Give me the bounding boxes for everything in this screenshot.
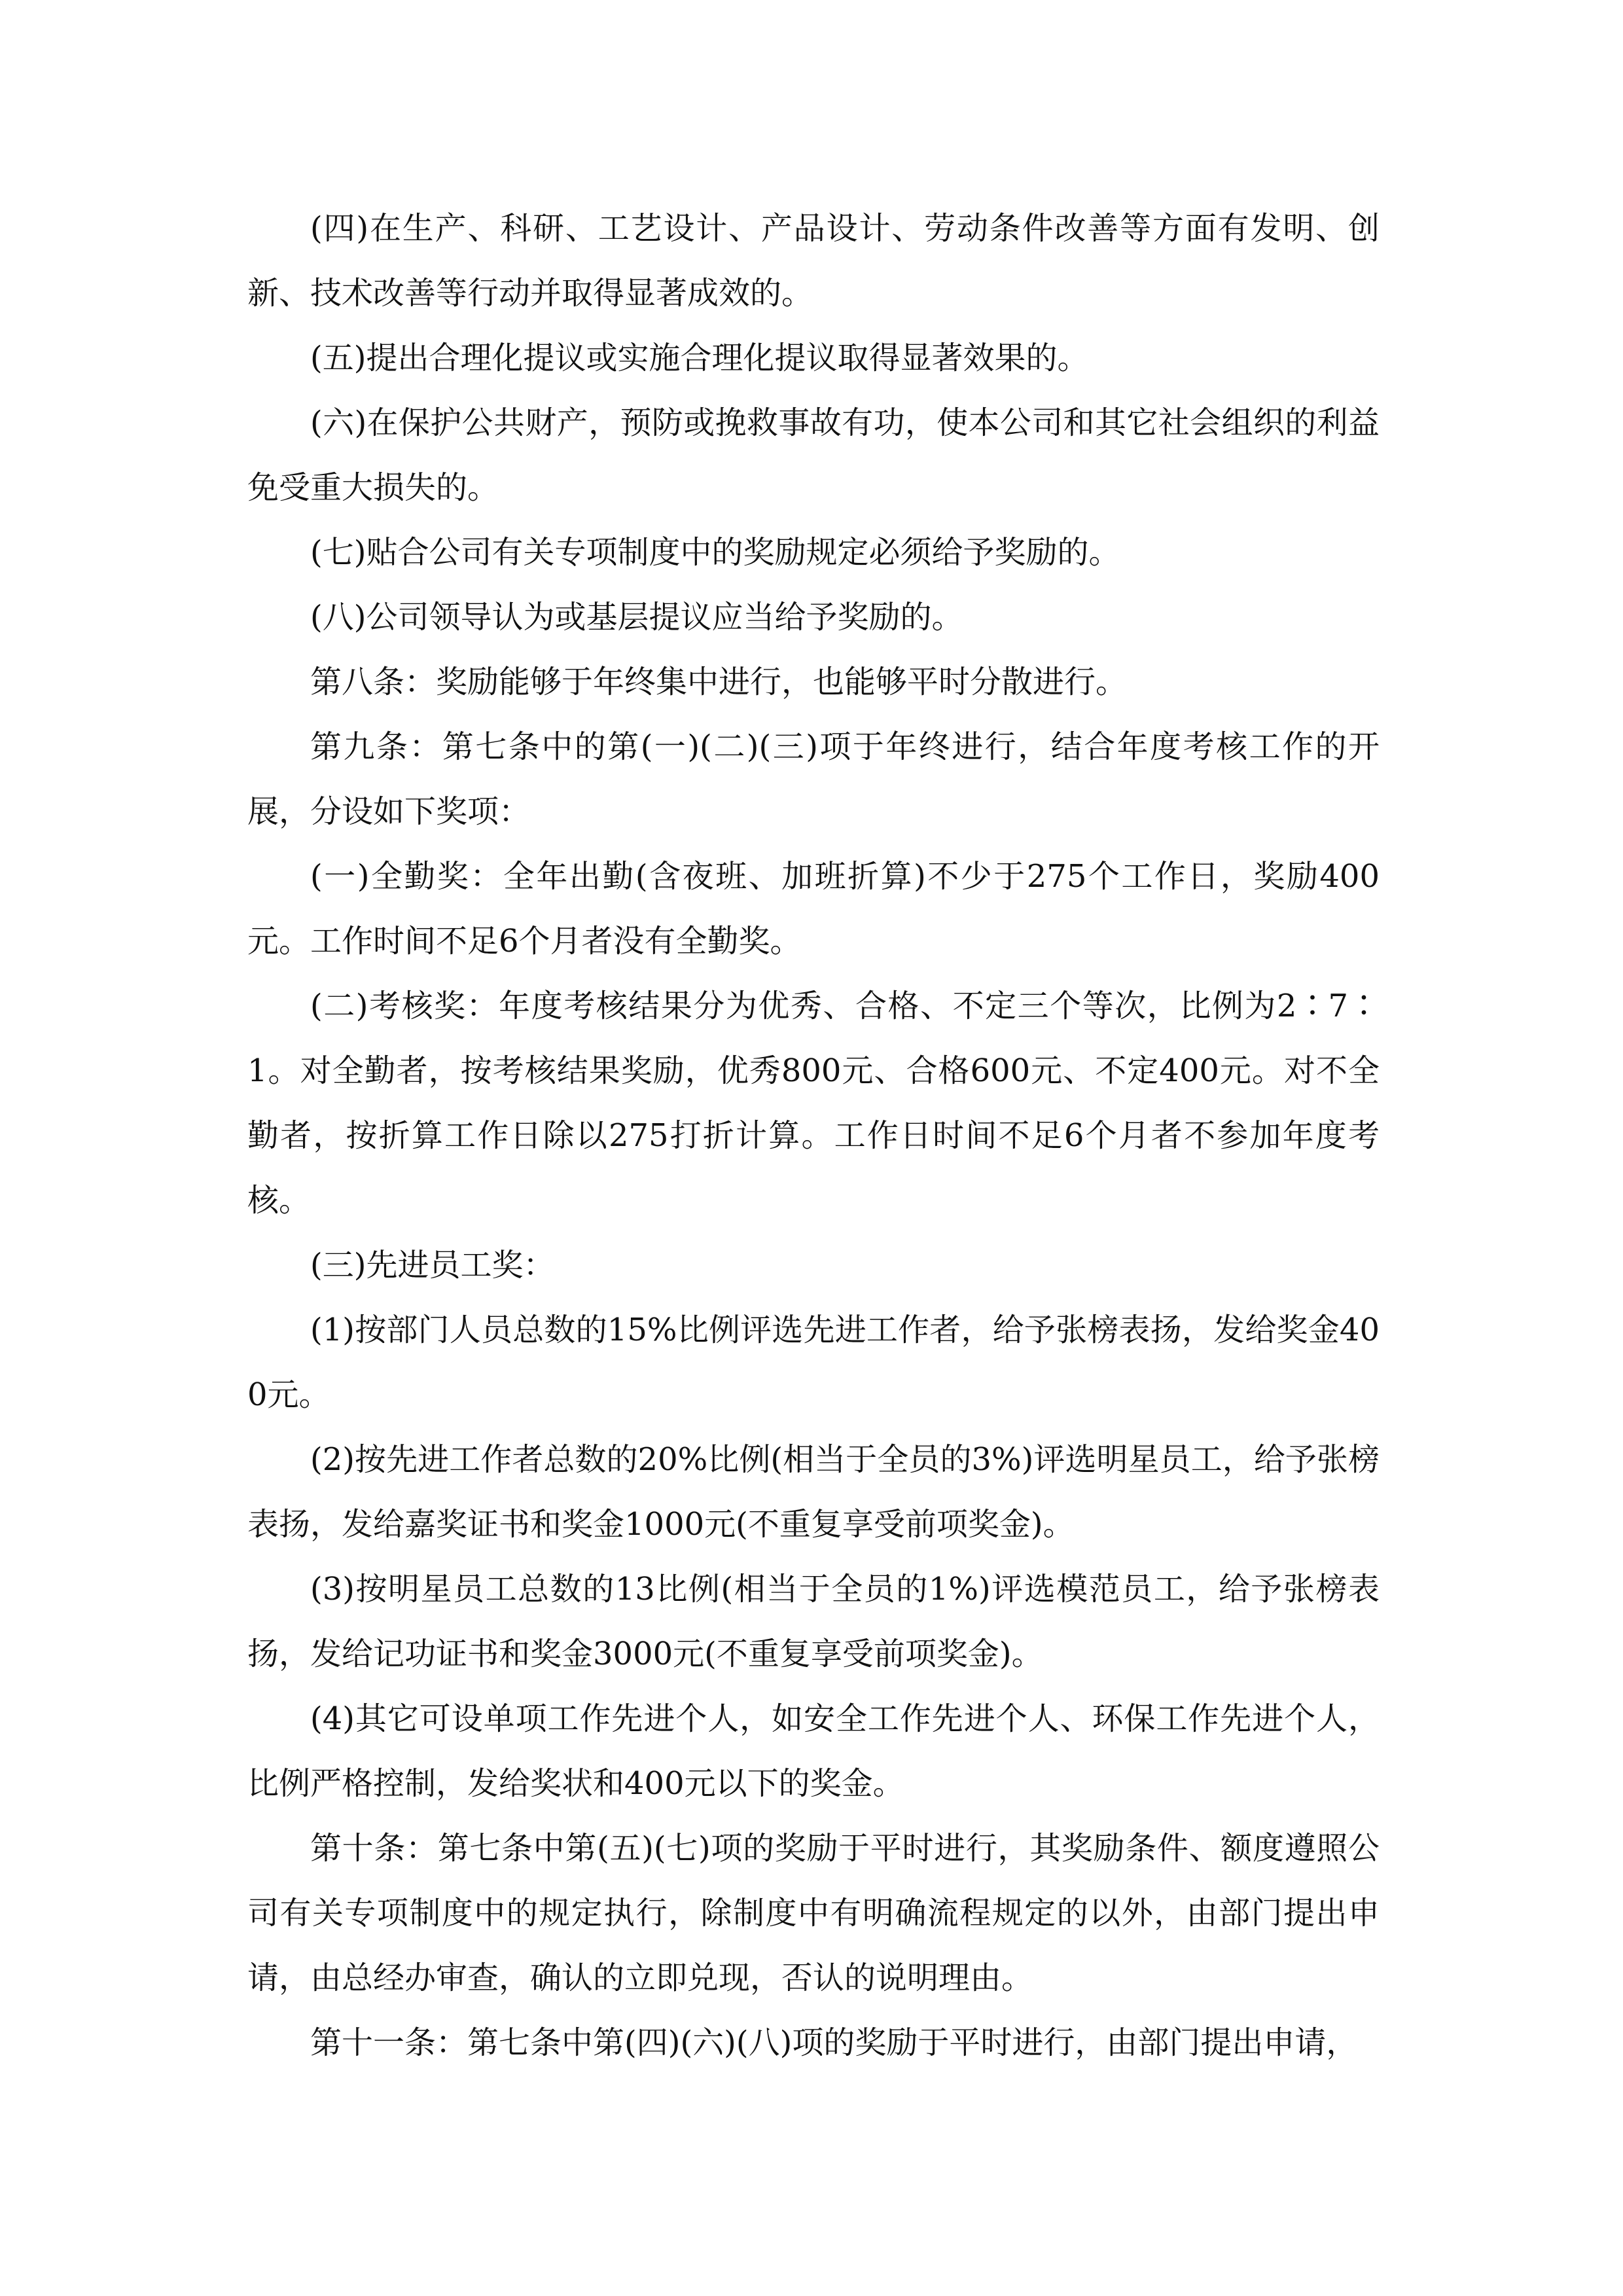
advanced-employee-award-heading: (三)先进员工奖： (310, 1247, 555, 1283)
attendance-award: (一)全勤奖：全年出勤(含夜班、加班折算)不少于275个工作日，奖励400元。工作时间不足6个月者没有全勤奖。 (247, 858, 1380, 960)
model-employee-rule: (3)按明星员工总数的13比例(相当于全员的1%)评选模范员工，给予张榜表扬，发给记功证书和奖金3000元(不重复享受前项奖金)。 (247, 1571, 1380, 1672)
paragraph-item-6: (六)在保护公共财产，预防或挽救事故有功，使本公司和其它社会组织的利益免受重大损失的。 (247, 404, 1380, 506)
paragraph-item-5: (五)提出合理化提议或实施合理化提议取得显著效果的。 (310, 340, 1089, 376)
document-body (247, 196, 1380, 2075)
article-9: 第九条：第七条中的第(一)(二)(三)项于年终进行，结合年度考核工作的开展，分设如下奖项： (247, 728, 1380, 830)
article-10: 第十条：第七条中第(五)(七)项的奖励于平时进行，其奖励条件、额度遵照公司有关专项制度中的规定执行，除制度中有明确流程规定的以外，由部门提出申请，由总经办审查，确认的立即兑现，否认的说明理由。 (247, 1830, 1380, 1996)
article-11: 第十一条：第七条中第(四)(六)(八)项的奖励于平时进行，由部门提出申请， (310, 2024, 1358, 2061)
star-employee-rule: (2)按先进工作者总数的20%比例(相当于全员的3%)评选明星员工，给予张榜表扬，发给嘉奖证书和奖金1000元(不重复享受前项奖金)。 (247, 1441, 1380, 1543)
paragraph-item-4: (四)在生产、科研、工艺设计、产品设计、劳动条件改善等方面有发明、创新、技术改善等行动并取得显著成效的。 (247, 210, 1380, 312)
assessment-award: (二)考核奖：年度考核结果分为优秀、合格、不定三个等次，比例为2∶7∶1。对全勤者，按考核结果奖励，优秀800元、合格600元、不定400元。对不全勤者，按折算工作日除以275打折计算。工作日时间不足6个月者不参加年度考核。 (247, 988, 1380, 1219)
special-award-rule: (4)其它可设单项工作先进个人，如安全工作先进个人、环保工作先进个人，比例严格控制，发给奖状和400元以下的奖金。 (247, 1700, 1380, 1802)
article-8: 第八条：奖励能够于年终集中进行，也能够平时分散进行。 (310, 664, 1128, 700)
paragraph-item-8: (八)公司领导认为或基层提议应当给予奖励的。 (310, 599, 963, 636)
advanced-worker-rule: (1)按部门人员总数的15%比例评选先进工作者，给予张榜表扬，发给奖金400元。 (247, 1312, 1380, 1413)
paragraph-item-7: (七)贴合公司有关专项制度中的奖励规定必须给予奖励的。 (310, 534, 1120, 571)
